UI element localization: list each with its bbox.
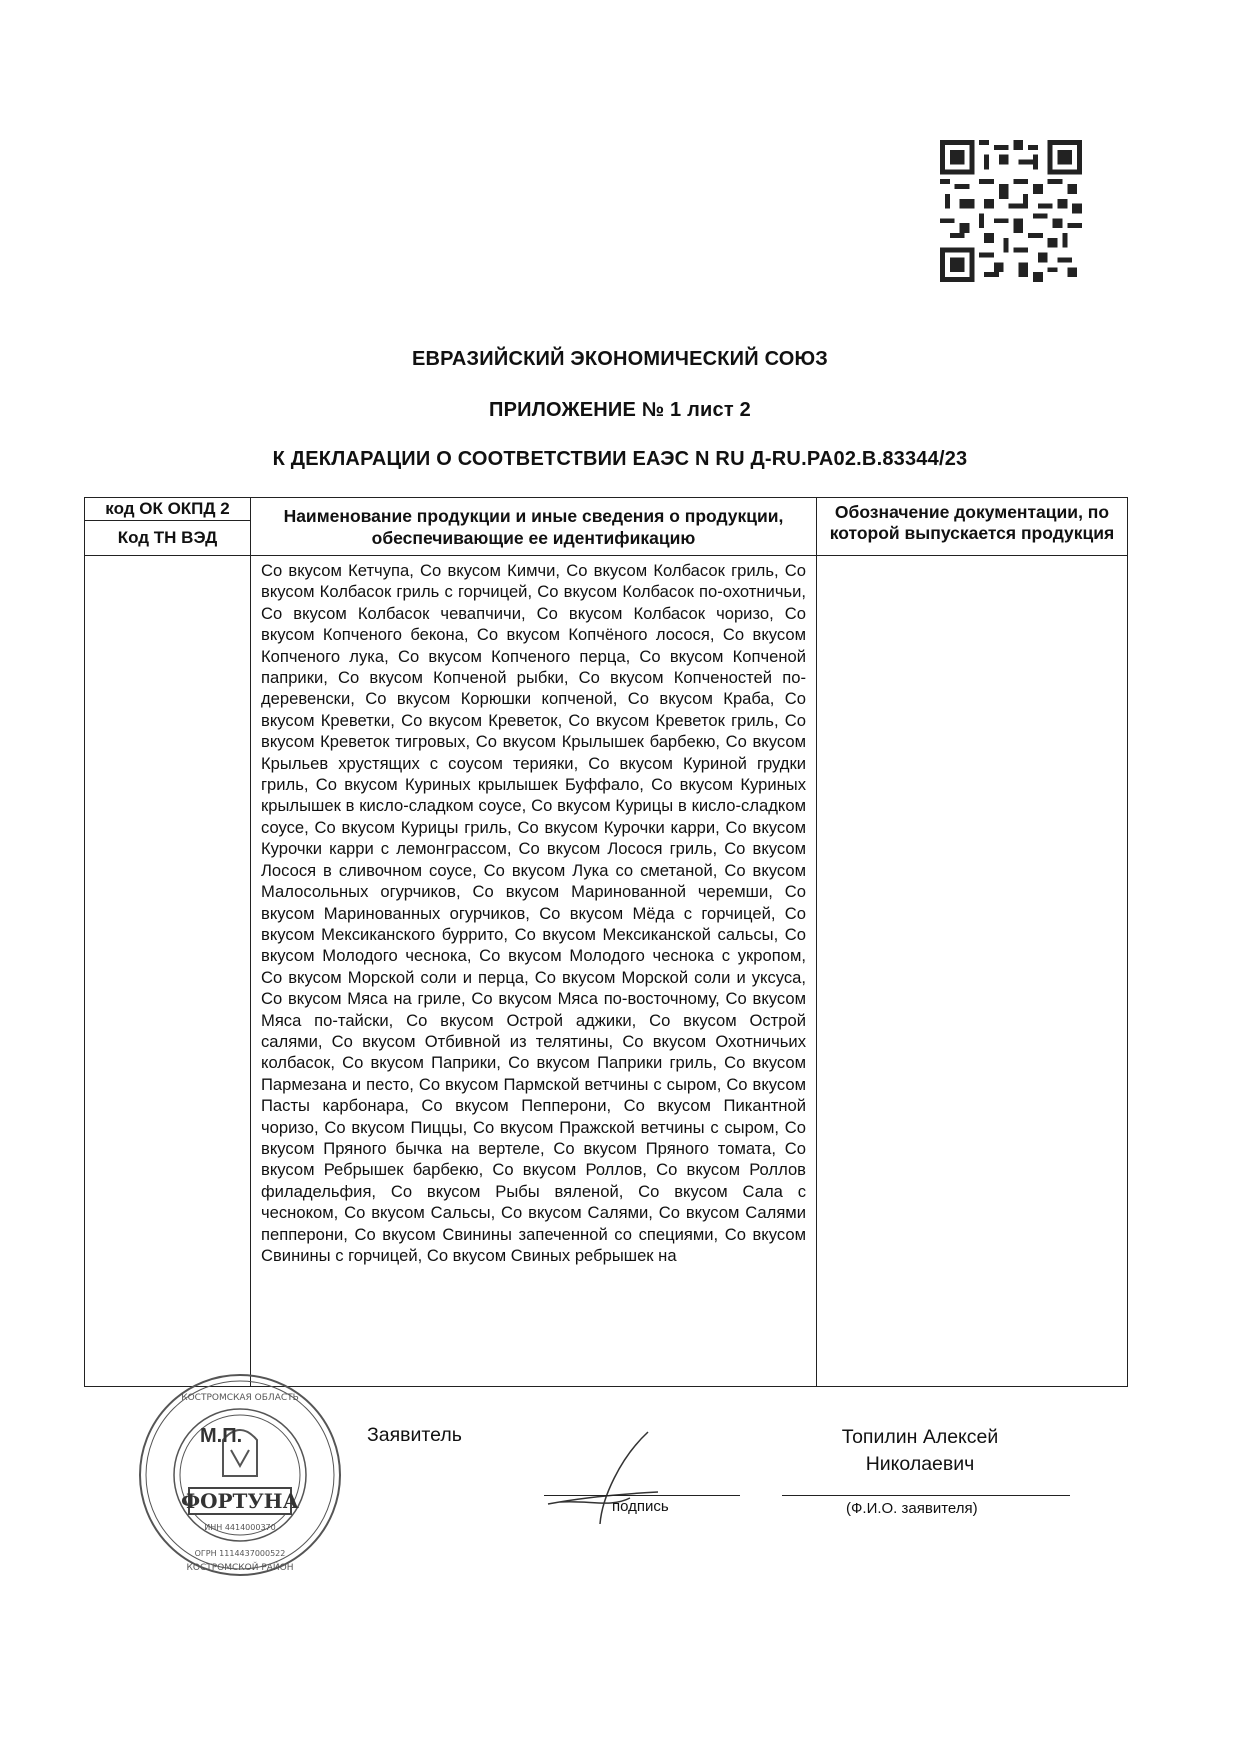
svg-text:ФОРТУНА: ФОРТУНА: [181, 1489, 299, 1513]
name-caption: (Ф.И.О. заявителя): [846, 1500, 978, 1517]
product-table: [84, 497, 1128, 1387]
product-cell: [251, 556, 817, 1387]
qr-code: [940, 140, 1082, 282]
name-line: [782, 1495, 1070, 1496]
okpd-code-header: код ОК ОКПД 2: [85, 498, 251, 521]
declaration-title: К ДЕКЛАРАЦИИ О СООТВЕТСТВИИ ЕАЭС N RU Д-RU.PA02.B.83344/23: [272, 448, 968, 470]
product-description: Со вкусом Кетчупа, Со вкусом Кимчи, Со вкусом Колбасок гриль, Со вкусом Колбасок гриль с горчицей, Со вкусом Колбасок по-охотничьи, Со вкусом Колбасок чевапчичи, Со вкусом Колбасок чоризо, Со вкусом Копченого бекона, Со вкусом Копчёного лосося, Со вкусом Копченого лука, Со вкусом Копченого перца, Со вкусом Копченой паприки, Со вкусом Копченой рыбки, Со вкусом Копченостей по-деревенски, Со вкусом Корюшки копченой, Со вкусом Краба, Со вкусом Креветки, Со вкусом Креветок, Со вкусом Креветок гриль, Со вкусом Креветок тигровых, Со вкусом Крылышек барбекю, Со вкусом Крыльев хрустящих с соусом терияки, Со вкусом Куриной грудки гриль, Со вкусом Куриных крылышек Буффало, Со вкусом Куриных крылышек в кисло-сладком соусе, Со вкусом Курицы в кисло-сладком соусе, Со вкусом Курицы гриль, Со вкусом Курочки карри, Со вкусом Курочки карри с лемонграссом, Со вкусом Лосося гриль, Со вкусом Лосося в сливочном соусе, Со вкусом Лука со сметаной, Со вкусом Малосольных огурчиков, Со вкусом Маринованной черемши, Со вкусом Маринованных огурчиков, Со вкусом Мёда с горчицей, Со вкусом Мексиканского буррито, Со вкусом Мексиканской сальсы, Со вкусом Молодого чеснока, Со вкусом Молодого чеснока с укропом, Со вкусом Морской соли и перца, Со вкусом Морской соли и уксуса, Со вкусом Мяса на гриле, Со вкусом Мяса по-восточному, Со вкусом Мяса по-тайски, Со вкусом Острой аджики, Со вкусом Острой салями, Со вкусом Отбивной из телятины, Со вкусом Охотничьих колбасок, Со вкусом Паприки, Со вкусом Паприки гриль, Со вкусом Пармезана и песто, Со вкусом Пармской ветчины с сыром, Со вкусом Пасты карбонара, Со вкусом Пепперони, Со вкусом Пикантной чоризо, Со вкусом Пиццы, Со вкусом Пражской ветчины с сыром, Со вкусом Пряного бычка на вертеле, Со вкусом Пряного томата, Со вкусом Ребрышек барбекю, Со вкусом Роллов, Со вкусом Роллов филадельфия, Со вкусом Рыбы вяленой, Со вкусом Сала с чесноком, Со вкусом Сальсы, Со вкусом Салями, Со вкусом Салями пепперони, Со вкусом Свинины запеченной со специями, Со вкусом Свинины с горчицей, Со вкусом Свиных ребрышек на: [261, 561, 806, 1265]
svg-text:КОСТРОМСКАЯ ОБЛАСТЬ: КОСТРОМСКАЯ ОБЛАСТЬ: [181, 1393, 299, 1403]
svg-text:ИНН 4414000370: ИНН 4414000370: [204, 1523, 276, 1532]
company-stamp: [135, 1370, 345, 1580]
code-cell: [85, 556, 251, 1387]
appendix-title: ПРИЛОЖЕНИЕ № 1 лист 2: [489, 399, 751, 421]
documentation-cell: [817, 556, 1128, 1387]
tnved-code-header: Код ТН ВЭД: [85, 521, 251, 556]
svg-text:ОГРН 1114437000522: ОГРН 1114437000522: [194, 1549, 286, 1558]
documentation-header: Обозначение документации, по которой выпускается продукция: [817, 498, 1128, 556]
svg-text:КОСТРОМСКОЙ РАЙОН: КОСТРОМСКОЙ РАЙОН: [186, 1563, 294, 1573]
signature-caption: подпись: [612, 1498, 669, 1515]
applicant-name: Топилин Алексей Николаевич: [841, 1426, 999, 1475]
signature-line: [544, 1495, 740, 1496]
applicant-label: Заявитель: [367, 1424, 462, 1446]
union-title: ЕВРАЗИЙСКИЙ ЭКОНОМИЧЕСКИЙ СОЮЗ: [411, 348, 829, 370]
mp-label: М.П.: [200, 1425, 243, 1447]
product-name-header: Наименование продукции и иные сведения о продукции, обеспечивающие ее идентификацию: [251, 498, 817, 556]
